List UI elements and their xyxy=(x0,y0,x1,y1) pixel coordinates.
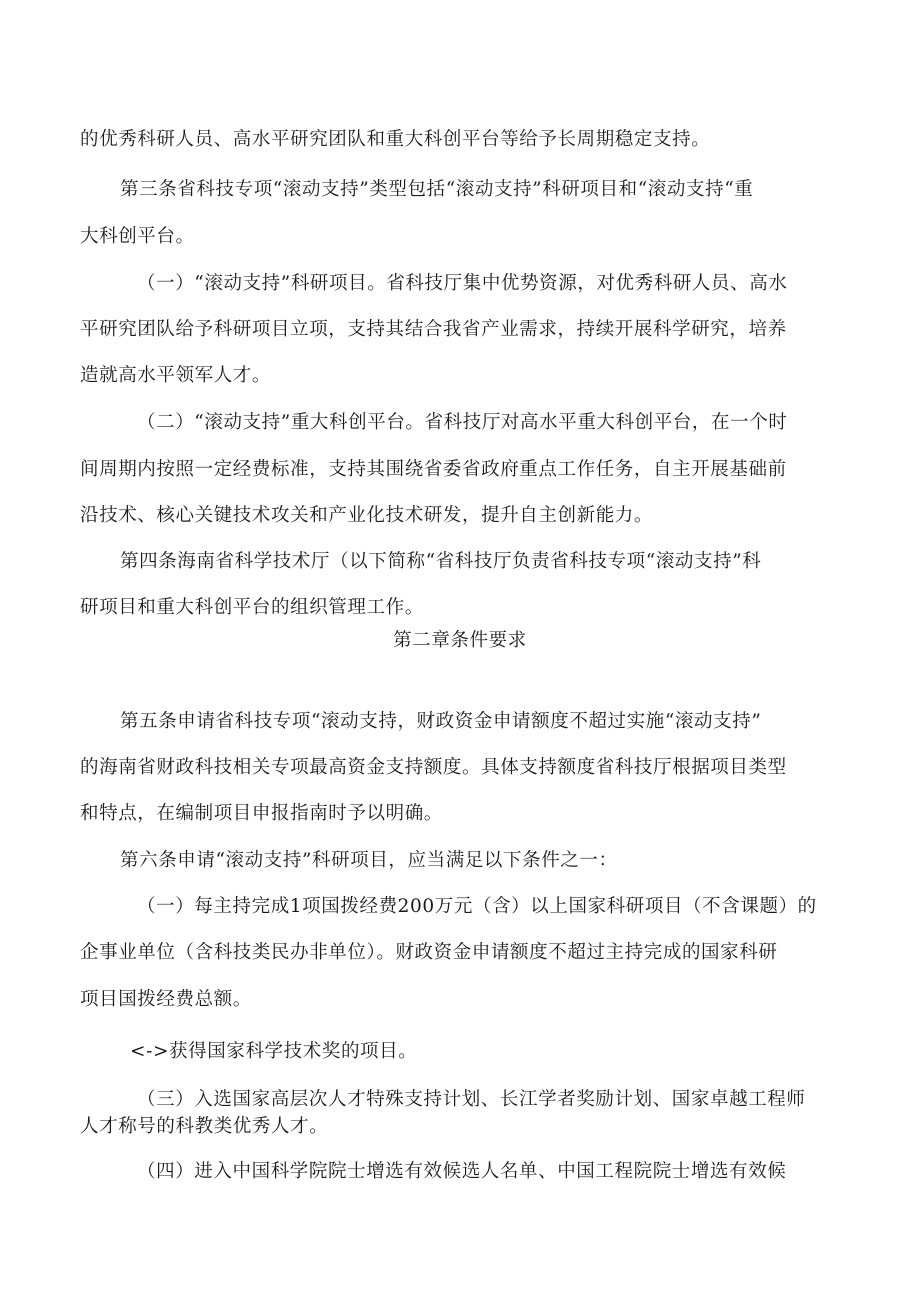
article-5-heading-line: 第五条申请省科技专项“滚动支持，财政资金申请额度不超过实施“滚动支持” xyxy=(120,711,762,732)
chapter-title: 第二章条件要求 xyxy=(393,630,527,651)
article-4-heading-line: 第四条海南省科学技术厅（以下简称“省科技厅负责省科技专项“滚动支持”科 xyxy=(120,551,762,572)
text-line: 间周期内按照一定经费标准，支持其围绕省委省政府重点工作任务，自主开展基础前 xyxy=(80,459,787,480)
item-2-line: （二）“滚动支持”重大科创平台。省科技厅对高水平重大科创平台，在一个时 xyxy=(137,412,788,433)
text-line: 企事业单位（含科技类民办非单位）。财政资金申请额度不超过主持完成的国家科研 xyxy=(80,942,778,963)
text-line: 的海南省财政科技相关专项最高资金支持额度。具体支持额度省科技厅根据项目类型 xyxy=(80,757,787,778)
item-2-line: <->获得国家科学技术奖的项目。 xyxy=(130,1041,418,1062)
item-1-line: （一）“滚动支持”科研项目。省科技厅集中优势资源，对优秀科研人员、高水 xyxy=(137,273,788,294)
item-3-line: （三）入选国家高层次人才特殊支持计划、长江学者奖励计划、国家卓越工程师 xyxy=(137,1089,806,1110)
text-line: 项目国拨经费总额。 xyxy=(80,989,252,1010)
item-1-line: （一）每主持完成1项国拨经费200万元（含）以上国家科研项目（不含课题）的 xyxy=(137,896,817,917)
text-line: 大科创平台。 xyxy=(80,226,195,247)
text-line: 和特点，在编制项目申报指南时予以明确。 xyxy=(80,803,443,824)
text-line: 的优秀科研人员、高水平研究团队和重大科创平台等给予长周期稳定支持。 xyxy=(80,129,711,150)
text-line: 平研究团队给予科研项目立项，支持其结合我省产业需求，持续开展科学研究，培养 xyxy=(80,319,787,340)
text-line: 人才称号的科教类优秀人才。 xyxy=(80,1116,329,1137)
item-4-line: （四）进入中国科学院院士增选有效候选人名单、中国工程院院士增选有效候 xyxy=(137,1161,787,1182)
article-6-heading-line: 第六条申请“滚动支持”科研项目，应当满足以下条件之一： xyxy=(120,850,618,871)
article-3-heading-line: 第三条省科技专项“滚动支持”类型包括“滚动支持”科研项目和“滚动支持“重 xyxy=(120,179,754,200)
text-line: 沿技术、核心关键技术攻关和产业化技术研发，提升自主创新能力。 xyxy=(80,505,654,526)
text-line: 造就高水平领军人才。 xyxy=(80,365,272,386)
text-line: 研项目和重大科创平台的组织管理工作。 xyxy=(80,597,424,618)
